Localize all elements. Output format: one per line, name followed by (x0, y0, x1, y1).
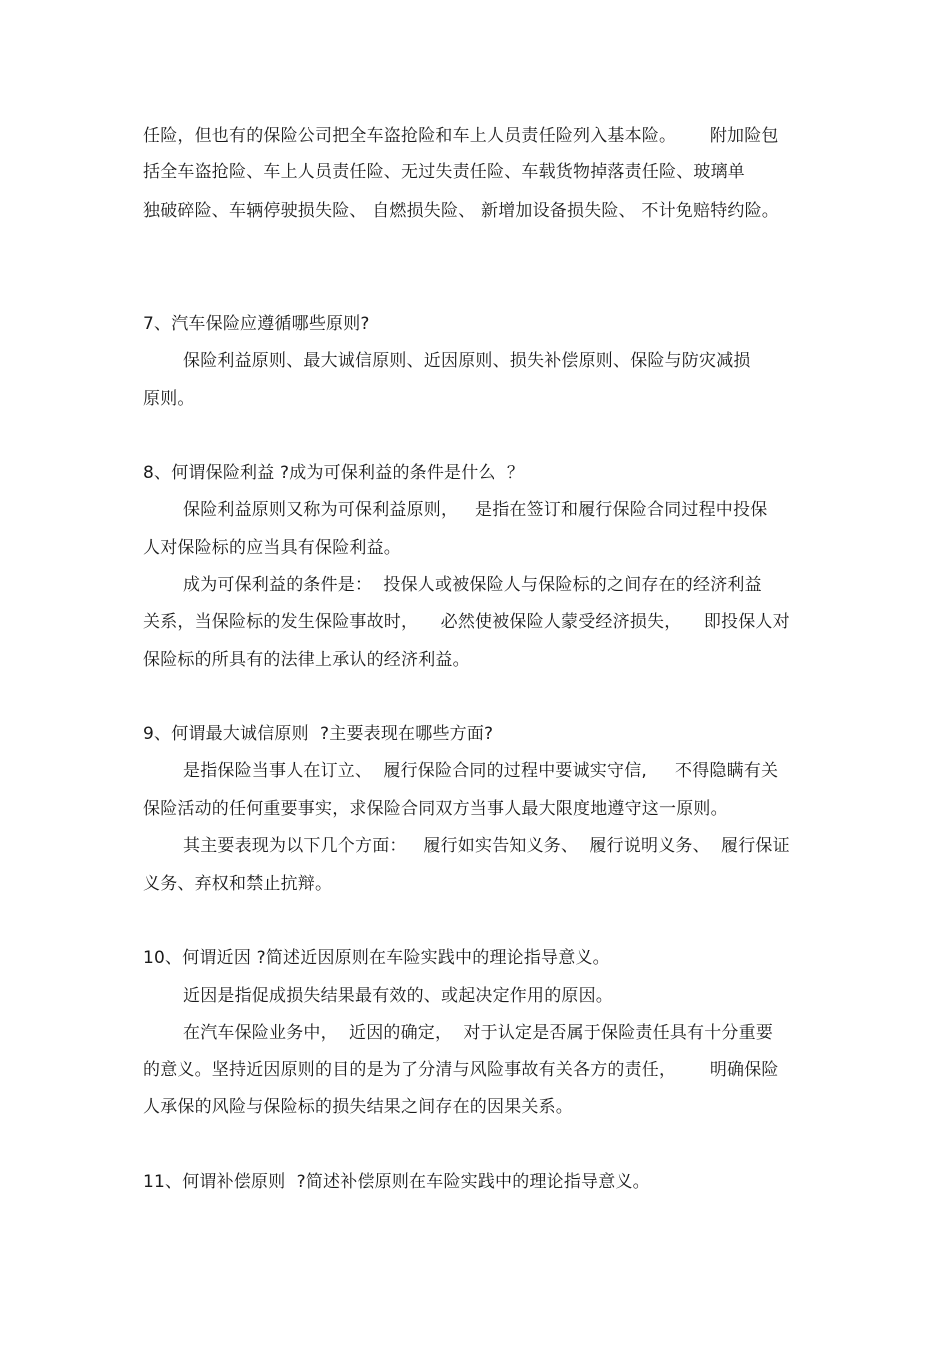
question-7: 7、汽车保险应遵循哪些原则? (143, 314, 370, 334)
question-9: 9、何谓最大诚信原则 ?主要表现在哪些方面? (143, 724, 494, 744)
answer-9-p1-line-1: 是指保险当事人在订立、 履行保险合同的过程中要诚实守信, 不得隐瞒有关 (183, 761, 779, 781)
answer-10-p1-line-1: 近因是指促成损失结果最有效的、或起决定作用的原因。 (183, 986, 613, 1006)
answer-7-line-2: 原则。 (143, 389, 195, 409)
answer-8-p2-line-3: 保险标的所具有的法律上承认的经济利益。 (143, 650, 470, 670)
answer-8-p2-line-2: 关系，当保险标的发生保险事故时， 必然使被保险人蒙受经济损失， 即投保人对 (143, 612, 790, 632)
answer-8-p2-line-1: 成为可保利益的条件是： 投保人或被保险人与保险标的之间存在的经济利益 (183, 575, 762, 595)
answer-9-p1-line-2: 保险活动的任何重要事实，求保险合同双方当事人最大限度地遵守这一原则。 (143, 799, 728, 819)
answer-8-p1-line-1: 保险利益原则又称为可保利益原则， 是指在签订和履行保险合同过程中投保 (183, 500, 768, 520)
intro-line-1: 任险，但也有的保险公司把全车盗抢险和车上人员责任险列入基本险。 附加险包 (143, 126, 779, 146)
answer-8-p1-line-2: 人对保险标的应当具有保险利益。 (143, 538, 401, 558)
intro-line-3: 独破碎险、车辆停驶损失险、 自燃损失险、 新增加设备损失险、 不计免赔特约险。 (143, 201, 780, 221)
answer-10-p2-line-3: 人承保的风险与保险标的损失结果之间存在的因果关系。 (143, 1097, 573, 1117)
answer-9-p2-line-1: 其主要表现为以下几个方面： 履行如实告知义务、 履行说明义务、 履行保证 (183, 836, 790, 856)
question-10: 10、何谓近因 ?简述近因原则在车险实践中的理论指导意义。 (143, 948, 610, 968)
answer-10-p2-line-2: 的意义。坚持近因原则的目的是为了分清与风险事故有关各方的责任， 明确保险 (143, 1060, 779, 1080)
answer-10-p2-line-1: 在汽车保险业务中， 近因的确定， 对于认定是否属于保险责任具有十分重要 (183, 1023, 774, 1043)
answer-7-line-1: 保险利益原则、最大诚信原则、近因原则、损失补偿原则、保险与防灾减损 (183, 351, 751, 371)
answer-9-p2-line-2: 义务、弃权和禁止抗辩。 (143, 874, 333, 894)
question-8: 8、何谓保险利益 ?成为可保利益的条件是什么 ？ (143, 463, 525, 483)
intro-line-2: 括全车盗抢险、车上人员责任险、无过失责任险、车载货物掉落责任险、玻璃单 (143, 162, 745, 182)
question-11: 11、何谓补偿原则 ?简述补偿原则在车险实践中的理论指导意义。 (143, 1172, 650, 1192)
